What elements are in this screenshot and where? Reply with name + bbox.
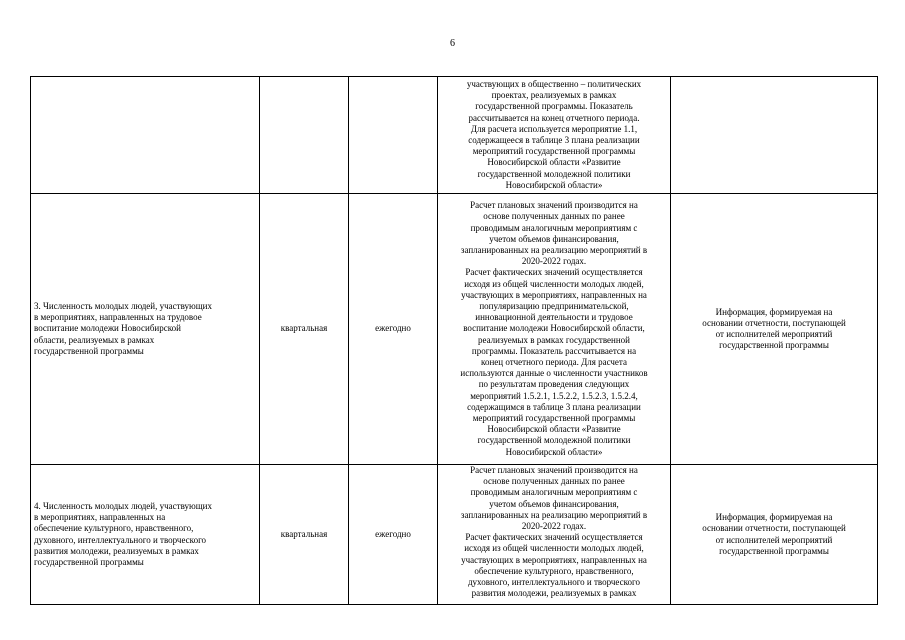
- table-row: [31, 194, 878, 465]
- frequency-cell: [260, 77, 349, 194]
- term-cell: ежегодно: [349, 194, 438, 465]
- text-line: государственной программы: [719, 340, 829, 351]
- text-line: государственной программы: [34, 556, 144, 567]
- term-cell: ежегодно: [349, 465, 438, 605]
- text-line: государственной программы: [34, 345, 144, 356]
- text-line: Новосибирской области «Развитие: [487, 424, 621, 435]
- text-line: реализуемых в рамках государственной: [477, 334, 631, 345]
- text-line: участвующих в мероприятиях, направленных на: [461, 289, 647, 300]
- text-line: инновационной деятельности и трудовое: [475, 312, 633, 323]
- indicator-name-cell: [31, 465, 260, 605]
- text-line: Для расчета используется мероприятие 1.1,: [470, 123, 638, 134]
- text-line: используются данные о численности участников: [460, 368, 648, 379]
- text-line: обеспечение культурного, нравственного,: [34, 523, 194, 534]
- text-line: Расчет фактических значений осуществляется: [465, 532, 643, 543]
- text-line: от исполнителей мероприятий: [715, 534, 833, 545]
- calculation-method-cell: [438, 465, 671, 605]
- text-line: обеспечение культурного, нравственного,: [474, 565, 634, 576]
- text-line: развития молодежи, реализуемых в рамках: [34, 545, 199, 556]
- text-line: проектах, реализуемых в рамках: [491, 90, 617, 101]
- text-line: от исполнителей мероприятий: [715, 329, 833, 339]
- text-line: содержащимся в таблице 3 плана реализации: [467, 401, 641, 412]
- indicator-name-cell: [31, 194, 260, 465]
- text-line: Информация, формируемая на: [715, 512, 833, 523]
- text-line: рассчитывается на конец отчетного периода.: [468, 112, 640, 123]
- table-row: [31, 465, 878, 605]
- text-line: мероприятий государственной программы: [472, 413, 636, 424]
- text-line: области, реализуемых в рамках: [34, 334, 155, 345]
- text-line: в мероприятиях, направленных на трудовое: [34, 312, 202, 323]
- text-line: Расчет плановых значений производится на: [470, 200, 638, 211]
- indicator-name-cell: [31, 77, 260, 194]
- text-line: духовного, интеллектуального и творческого: [467, 577, 641, 588]
- text-line: проводимым аналогичным мероприятиям с: [470, 222, 638, 233]
- table-row: [31, 77, 878, 194]
- text-line: 2020-2022 годах.: [521, 256, 587, 267]
- text-line: мероприятий государственной программы: [472, 146, 636, 157]
- text-line: Новосибирской области «Развитие: [487, 157, 621, 168]
- text-line: Информация, формируемая на: [715, 306, 833, 317]
- term-cell: [349, 77, 438, 194]
- text-line: Новосибирской области»: [505, 446, 603, 457]
- calculation-method-cell: [438, 194, 671, 465]
- data-source-cell: [671, 194, 878, 465]
- text-line: исходя из общей численности молодых людей,: [464, 278, 644, 289]
- text-line: духовного, интеллектуального и творческого: [34, 534, 207, 545]
- text-line: Расчет фактических значений осуществляется: [465, 267, 643, 278]
- text-line: популяризацию предпринимательской,: [479, 300, 629, 311]
- text-line: Расчет плановых значений производится на: [470, 465, 638, 475]
- text-line: основании отчетности, поступающей: [702, 523, 846, 534]
- text-line: 2020-2022 годах.: [521, 521, 587, 532]
- text-line: в мероприятиях, направленных на: [34, 512, 166, 523]
- text-line: участвующих в мероприятиях, направленных на: [461, 554, 647, 565]
- text-line: по результатам проведения следующих: [478, 379, 630, 390]
- text-line: запланированных на реализацию мероприятий в: [460, 244, 648, 255]
- text-line: основе полученных данных по ранее: [483, 476, 625, 487]
- text-line: исходя из общей численности молодых людей,: [464, 543, 644, 554]
- text-line: содержащееся в таблице 3 плана реализации: [468, 135, 640, 145]
- text-line: государственной программы. Показатель: [475, 101, 633, 112]
- text-line: 4. Численность молодых людей, участвующих: [34, 500, 212, 511]
- text-line: основе полученных данных по ранее: [483, 211, 625, 222]
- text-line: конец отчетного периода. Для расчета: [481, 357, 627, 367]
- frequency-cell: квартальная: [260, 194, 349, 465]
- text-line: учетом объемов финансирования,: [489, 498, 619, 509]
- calculation-method-cell: [438, 77, 671, 194]
- text-line: участвующих в общественно – политических: [466, 78, 642, 89]
- text-line: запланированных на реализацию мероприятий в: [460, 509, 648, 520]
- text-line: программы. Показатель рассчитывается на: [471, 345, 637, 356]
- page-number: 6: [450, 38, 455, 49]
- text-line: воспитание молодежи Новосибирской области,: [463, 323, 645, 334]
- text-line: мероприятий 1.5.2.1, 1.5.2.2, 1.5.2.3, 1.5.2.4,: [470, 390, 638, 401]
- text-line: воспитание молодежи Новосибирской: [34, 323, 181, 334]
- data-source-cell: [671, 77, 878, 194]
- text-line: государственной молодежной политики: [477, 435, 631, 446]
- data-source-cell: [671, 465, 878, 605]
- text-line: проводимым аналогичным мероприятиям с: [470, 487, 638, 498]
- text-line: развития молодежи, реализуемых в рамках: [471, 588, 637, 599]
- text-line: государственной программы: [719, 545, 829, 556]
- text-line: Новосибирской области»: [505, 179, 603, 190]
- text-line: государственной молодежной политики: [477, 168, 631, 179]
- text-line: 3. Численность молодых людей, участвующих: [34, 300, 212, 311]
- text-line: учетом объемов финансирования,: [489, 233, 619, 244]
- frequency-cell: квартальная: [260, 465, 349, 605]
- text-line: основании отчетности, поступающей: [702, 317, 846, 328]
- indicators-table: [30, 76, 878, 605]
